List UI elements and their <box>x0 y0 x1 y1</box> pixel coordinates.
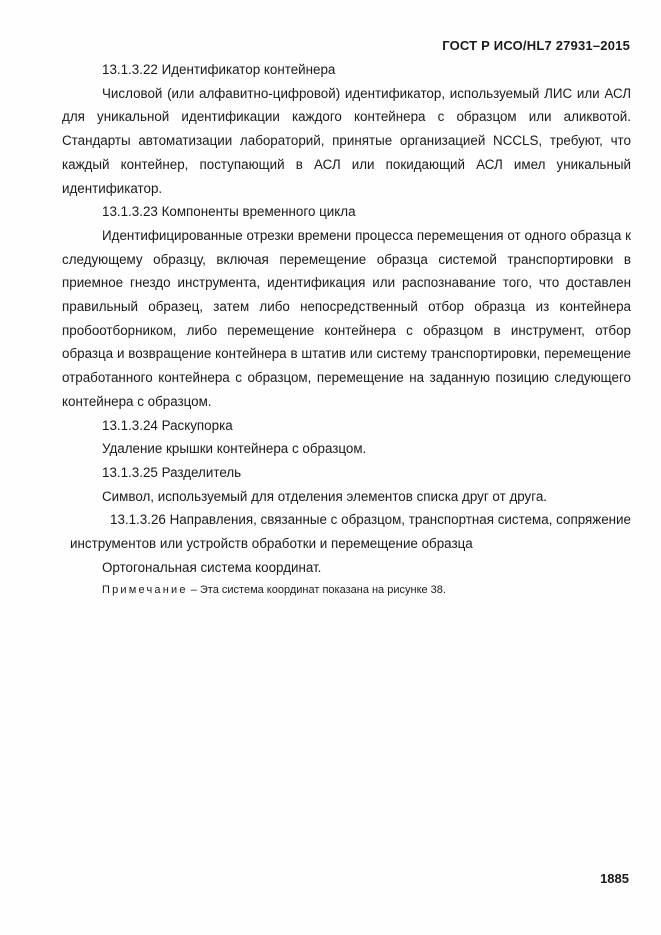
section-heading <box>62 414 631 438</box>
document-body <box>62 58 631 601</box>
section-title: Компоненты временного цикла <box>161 204 356 220</box>
section-heading <box>62 58 631 82</box>
section-number: 13.1.3.23 <box>102 204 158 220</box>
section-title: Идентификатор контейнера <box>161 62 336 77</box>
section-number: 13.1.3.24 <box>102 417 158 433</box>
note <box>62 579 631 601</box>
section-definition: Числовой (или алфавитно-цифровой) идентификатор, используемый ЛИС или АСЛ для уникальной идентификации каждого контейнера с образцом или аликвотой. Стандарты автоматизации лабораторий, принятые организацией NCCLS, требуют, что каждый контейнер, поступающий в АСЛ или покидающий АСЛ имел уникальный идентификатор. <box>62 85 631 196</box>
section-heading <box>62 508 631 555</box>
section-title: Направления, связанные с образцом, транспортная система, сопряжение инструментов или устройств обработки и перемещение образца <box>70 512 631 552</box>
section-number: 13.1.3.26 <box>110 512 166 528</box>
note-text: – Эта система координат показана на рисунке 38. <box>187 584 446 597</box>
section-definition: Ортогональная система координат. <box>102 559 322 575</box>
section-definition: Идентифицированные отрезки времени процесса перемещения от одного образца к следующему образцу, включая перемещение образца системой транспортировки в приемное гнездо инструмента, идентификация или распознавание того, что доставлен правильный образец, затем либо непосредственный отбор образца из контейнера пробоотборником, либо перемещение контейнера с образцом в инструмент, отбор образца и возвращение контейнера в штатив или систему транспортировки, перемещение отработанного контейнера с образцом, перемещение на заданную позицию следующего контейнера с образцом. <box>62 227 631 409</box>
page-number: 1885 <box>600 871 629 886</box>
note-label: Примечание <box>102 584 188 597</box>
section-title: Разделитель <box>161 464 242 480</box>
section-number: 13.1.3.25 <box>102 464 158 480</box>
standard-header: ГОСТ Р ИСО/HL7 27931–2015 <box>442 38 630 53</box>
section-number: 13.1.3.22 <box>102 62 158 77</box>
section-definition: Удаление крышки контейнера с образцом. <box>102 441 367 457</box>
section-title: Раскупорка <box>161 417 233 433</box>
section-heading <box>62 200 631 224</box>
section-definition: Символ, используемый для отделения элементов списка друг от друга. <box>102 488 548 504</box>
section-heading <box>62 461 631 485</box>
